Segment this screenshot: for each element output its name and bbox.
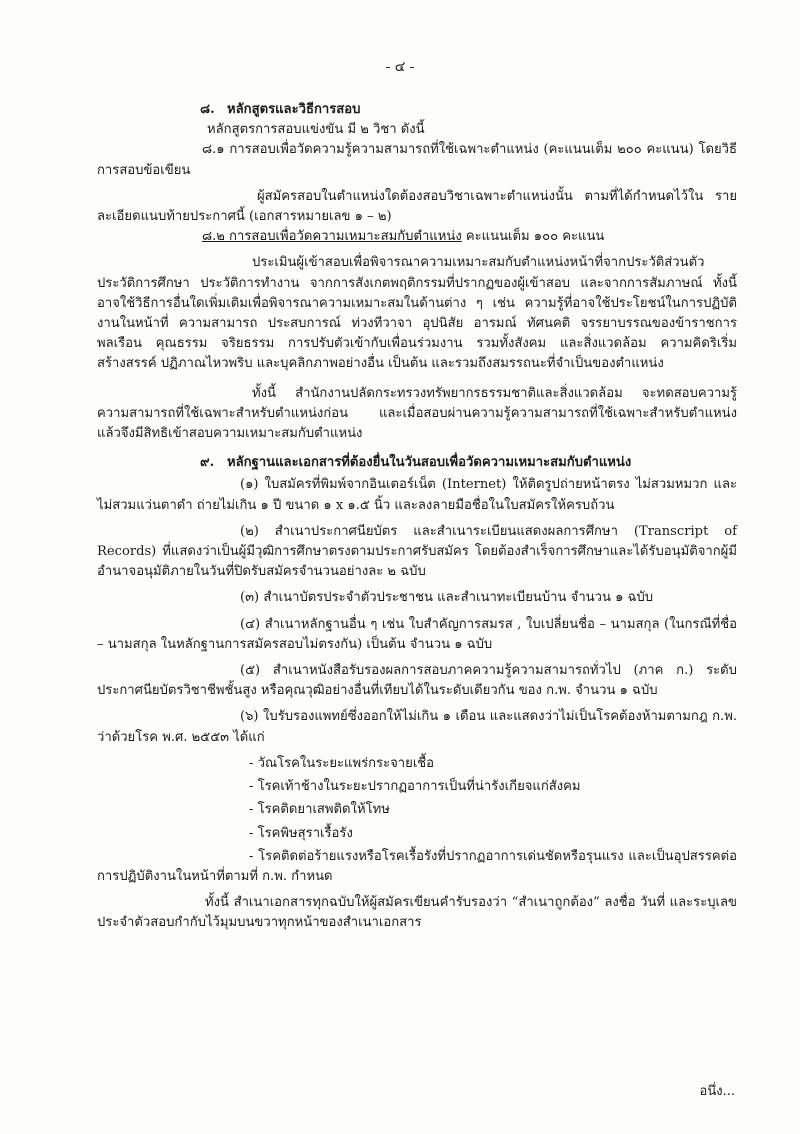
document-item-4: (๔) สำเนาหลักฐานอื่น ๆ เช่น ใบสำคัญการสมรส , ใบเปลี่ยนชื่อ – นามสกุล (ในกรณีที่ชื่อ – นามสกุล ในหลักฐานการสมัครสอบไม่ตรงกัน) เป็นต้น จำนวน ๑ ฉบับ xyxy=(97,616,737,652)
disease-item: - วัณโรคในระยะแพร่กระจายเชื้อ xyxy=(249,755,435,771)
section-8-1 xyxy=(97,140,737,180)
section-8-1-line-b: คะแนน) โดยวิธีการสอบข้อเขียน xyxy=(97,142,737,178)
document-item-5: (๕) สำเนาหนังสือรับรองผลการสอบภาคความรู้ความสามารถทั่วไป (ภาค ก.) ระดับประกาศนียบัตรวิชาชีพชั้นสูง หรือคุณวุฒิอย่างอื่นที่เทียบได้ในระดับเดียวกัน ของ ก.พ. จำนวน ๑ ฉบับ xyxy=(97,663,737,699)
section-8-2-score: คะแนนเต็ม ๑๐๐ คะแนน xyxy=(461,229,605,245)
section-8-1-line-a: ๘.๑ การสอบเพื่อวัดความรู้ความสามารถที่ใช้เฉพาะตำแหน่ง (คะแนนเต็ม ๒๐๐ xyxy=(202,142,642,158)
disease-list xyxy=(97,754,737,844)
section-8-note: ทั้งนี้ สำนักงานปลัดกระทรวงทรัพยากรธรรมชาติและสิ่งแวดล้อม จะทดสอบความรู้ความสามารถที่ใช้เฉพาะสำหรับตำแหน่งก่อน และเมื่อสอบผ่านความรู้ความสามารถที่ใช้เฉพาะสำหรับตำแหน่ง แล้วจึงมีสิทธิเข้าสอบความเหมาะสมกับตำแหน่ง xyxy=(97,385,737,442)
document-item-3: (๓) สำเนาบัตรประจำตัวประชาชน และสำเนาทะเบียนบ้าน จำนวน ๑ ฉบับ xyxy=(240,590,654,606)
document-body xyxy=(97,100,737,934)
section-9-title: หลักฐานและเอกสารที่ต้องยื่นในวันสอบเพื่อวัดความเหมาะสมกับตำแหน่ง xyxy=(227,455,632,471)
section-8-heading xyxy=(97,100,737,120)
document-item-2: (๒) สำเนาประกาศนียบัตร และสำเนาระเบียนแสดงผลการศึกษา (Transcript of Records) ที่แสดงว่าเป็นผู้มีวุฒิการศึกษาตรงตามประกาศรับสมัคร โดยต้องสำเร็จการศึกษาและได้รับอนุมัติจากผู้มีอำนาจอนุมัติภายในวันที่ปิดรับสมัครจำนวนอย่างละ ๒ ฉบับ xyxy=(97,523,737,580)
section-8-2-title: ๘.๒ การสอบเพื่อวัดความเหมาะสมกับตำแหน่ง xyxy=(202,229,462,245)
document-item-6: (๖) ใบรับรองแพทย์ซึ่งออกให้ไม่เกิน ๑ เดือน และแสดงว่าไม่เป็นโรคต้องห้ามตามกฎ ก.พ. ว่าด้วยโรค พ.ศ. ๒๕๕๓ ได้แก่ xyxy=(97,709,737,745)
section-8-2-body: ประเมินผู้เข้าสอบเพื่อพิจารณาความเหมาะสมกับตำแหน่งหน้าที่จากประวัติส่วนตัว ประวัติการศึกษา ประวัติการทำงาน จากการสังเกตพฤติกรรมที่ปรากฏของผู้เข้าสอบ และจากการสัมภาษณ์ ทั้งนี้ อาจใช้วิธีการอื่นใดเพิ่มเติมเพื่อพิจารณาความเหมาะสมในด้านต่าง ๆ เช่น ความรู้ที่อาจใช้ประโยชน์ในการปฏิบัติงานในหน้าที่ ความสามารถ ประสบการณ์ ท่วงทีวาจา อุปนิสัย อารมณ์ ทัศนคติ จรรยาบรรณของข้าราชการพลเรือน คุณธรรม จริยธรรม การปรับตัวเข้ากับเพื่อนร่วมงาน รวมทั้งสังคม และสิ่งแวดล้อม ความคิดริเริ่มสร้างสรรค์ ปฏิภาณไหวพริบ และบุคลิกภาพอย่างอื่น เป็นต้น และรวมถึงสมรรถนะที่จำเป็นของตำแหน่ง xyxy=(97,255,737,372)
section-9-closing: ทั้งนี้ สำเนาเอกสารทุกฉบับให้ผู้สมัครเขียนคำรับรองว่า “สำเนาถูกต้อง” ลงชื่อ วันที่ และระบุเลขประจำตัวสอบกำกับไว้มุมบนขวาทุกหน้าของสำเนาเอกสาร xyxy=(97,895,737,931)
continued-marker: อนึ่ง... xyxy=(699,1084,735,1099)
disease-item: - โรคติดยาเสพติดให้โทษ xyxy=(249,802,390,818)
section-8-1-detail-a: ผู้สมัครสอบในตำแหน่งใดต้องสอบวิชาเฉพาะตำแหน่งนั้น ตามที่ได้กำหนดไว้ใน xyxy=(257,188,704,204)
page-number: - ๔ - xyxy=(385,59,415,75)
section-8-number: ๘. xyxy=(200,102,215,117)
disease-item: - โรคเท้าช้างในระยะปรากฏอาการเป็นที่น่ารังเกียจแก่สังคม xyxy=(249,779,581,795)
section-8-1-detail xyxy=(97,187,737,227)
section-8-2 xyxy=(97,227,737,247)
section-8-title: หลักสูตรและวิธีการสอบ xyxy=(227,102,361,117)
section-9-heading xyxy=(97,453,737,473)
disease-item: - โรคพิษสุราเรื้อรัง xyxy=(249,825,353,841)
disease-item: - โรคติดต่อร้ายแรงหรือโรคเรื้อรังที่ปรากฏอาการเด่นชัดหรือรุนแรง และเป็นอุปสรรคต่อการปฏิบัติงานในหน้าที่ตามที่ ก.พ. กำหนด xyxy=(97,848,737,884)
section-8-intro: หลักสูตรการสอบแข่งขัน มี ๒ วิชา ดังนี้ xyxy=(207,122,425,138)
document-item-1: (๑) ใบสมัครที่พิมพ์จากอินเตอร์เน็ต (Internet) ให้ติดรูปถ่ายหน้าตรง ไม่สวมหมวก และไม่สวมแว่นตาดำ ถ่ายไม่เกิน ๑ ปี ขนาด ๑ x ๑.๕ นิ้ว และลงลายมือชื่อในใบสมัครให้ครบถ้วน xyxy=(97,477,737,513)
section-9-number: ๙. xyxy=(200,455,215,471)
section-8-1-detail-b: รายละเอียดแนบท้ายประกาศนี้ (เอกสารหมายเลข ๑ – ๒) xyxy=(97,188,737,225)
